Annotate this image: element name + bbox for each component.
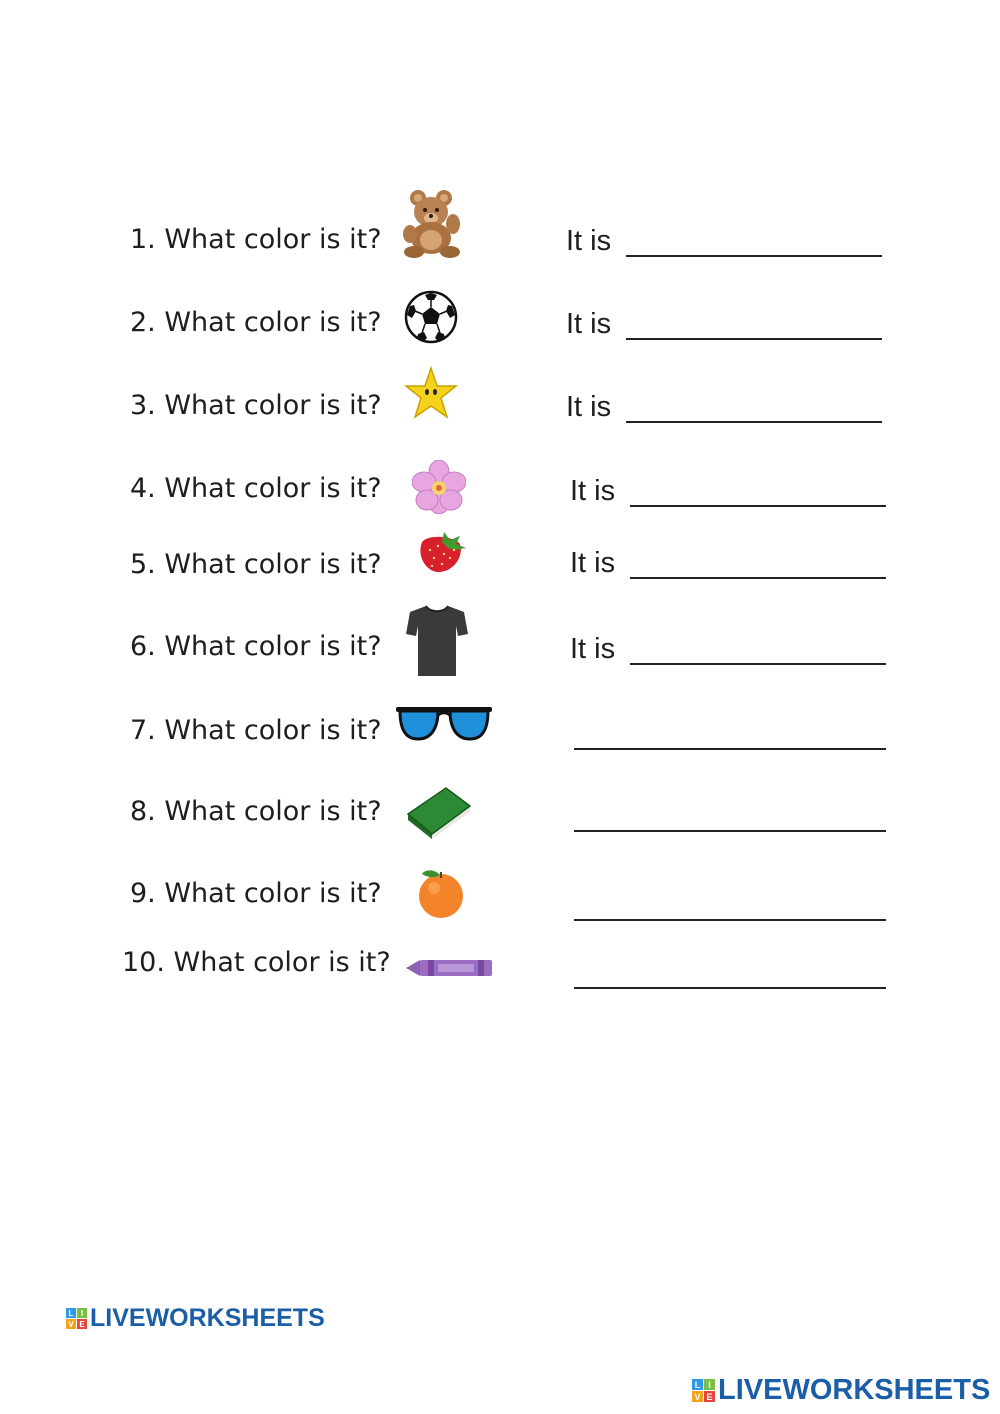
answer-prefix: It is [566, 225, 612, 257]
question-text: What color is it? [173, 947, 391, 978]
strawberry-icon [414, 528, 468, 574]
logo-block: I [704, 1379, 715, 1390]
flower-icon [412, 460, 466, 514]
question-7 [130, 716, 382, 746]
liveworksheets-logo [66, 1304, 325, 1333]
question-5 [130, 550, 382, 580]
t-shirt-icon [404, 604, 470, 678]
teddy-bear-icon [400, 188, 470, 260]
answer-blank-3[interactable] [626, 421, 882, 423]
logo-block: L [66, 1308, 76, 1318]
question-text: What color is it? [164, 224, 382, 255]
question-number: 10. [122, 947, 165, 978]
question-number: 8. [130, 796, 156, 827]
answer-blank-8[interactable] [574, 830, 886, 832]
logo-block: E [77, 1319, 87, 1329]
question-1 [130, 225, 382, 255]
question-text: What color is it? [164, 307, 382, 338]
question-number: 7. [130, 715, 156, 746]
question-6 [130, 632, 382, 662]
question-number: 4. [130, 473, 156, 504]
question-number: 6. [130, 631, 156, 662]
question-text: What color is it? [164, 473, 382, 504]
answer-blank-4[interactable] [630, 505, 886, 507]
answer-prefix: It is [566, 391, 612, 423]
question-text: What color is it? [164, 715, 382, 746]
question-number: 3. [130, 390, 156, 421]
question-text: What color is it? [164, 631, 382, 662]
question-9 [130, 879, 382, 909]
question-text: What color is it? [164, 878, 382, 909]
logo-block: V [66, 1319, 76, 1329]
question-2 [130, 308, 382, 338]
crayon-icon [406, 956, 494, 980]
answer-blank-6[interactable] [630, 663, 886, 665]
question-text: What color is it? [164, 796, 382, 827]
question-text: What color is it? [164, 549, 382, 580]
question-number: 5. [130, 549, 156, 580]
question-number: 1. [130, 224, 156, 255]
answer-blank-2[interactable] [626, 338, 882, 340]
logo-block: V [692, 1391, 703, 1402]
answer-blank-5[interactable] [630, 577, 886, 579]
logo-blocks [66, 1308, 87, 1329]
answer-blank-10[interactable] [574, 987, 886, 989]
star-icon [404, 366, 458, 420]
answer-prefix: It is [570, 633, 616, 665]
logo-block: L [692, 1379, 703, 1390]
question-4 [130, 474, 382, 504]
sunglasses-icon [396, 705, 492, 743]
answer-prefix: It is [570, 475, 616, 507]
soccer-ball-icon [404, 290, 458, 344]
answer-prefix: It is [570, 547, 616, 579]
logo-block: I [77, 1308, 87, 1318]
question-8 [130, 797, 382, 827]
orange-icon [414, 866, 468, 920]
liveworksheets-logo [692, 1374, 990, 1407]
question-3 [130, 391, 382, 421]
answer-blank-7[interactable] [574, 748, 886, 750]
question-text: What color is it? [164, 390, 382, 421]
logo-text: LIVEWORKSHEETS [718, 1374, 991, 1406]
logo-blocks [692, 1379, 715, 1402]
answer-blank-1[interactable] [626, 255, 882, 257]
book-icon [406, 784, 472, 840]
question-number: 9. [130, 878, 156, 909]
question-number: 2. [130, 307, 156, 338]
question-10 [122, 948, 391, 978]
logo-text: LIVEWORKSHEETS [90, 1304, 325, 1332]
answer-prefix: It is [566, 308, 612, 340]
logo-block: E [704, 1391, 715, 1402]
answer-blank-9[interactable] [574, 919, 886, 921]
